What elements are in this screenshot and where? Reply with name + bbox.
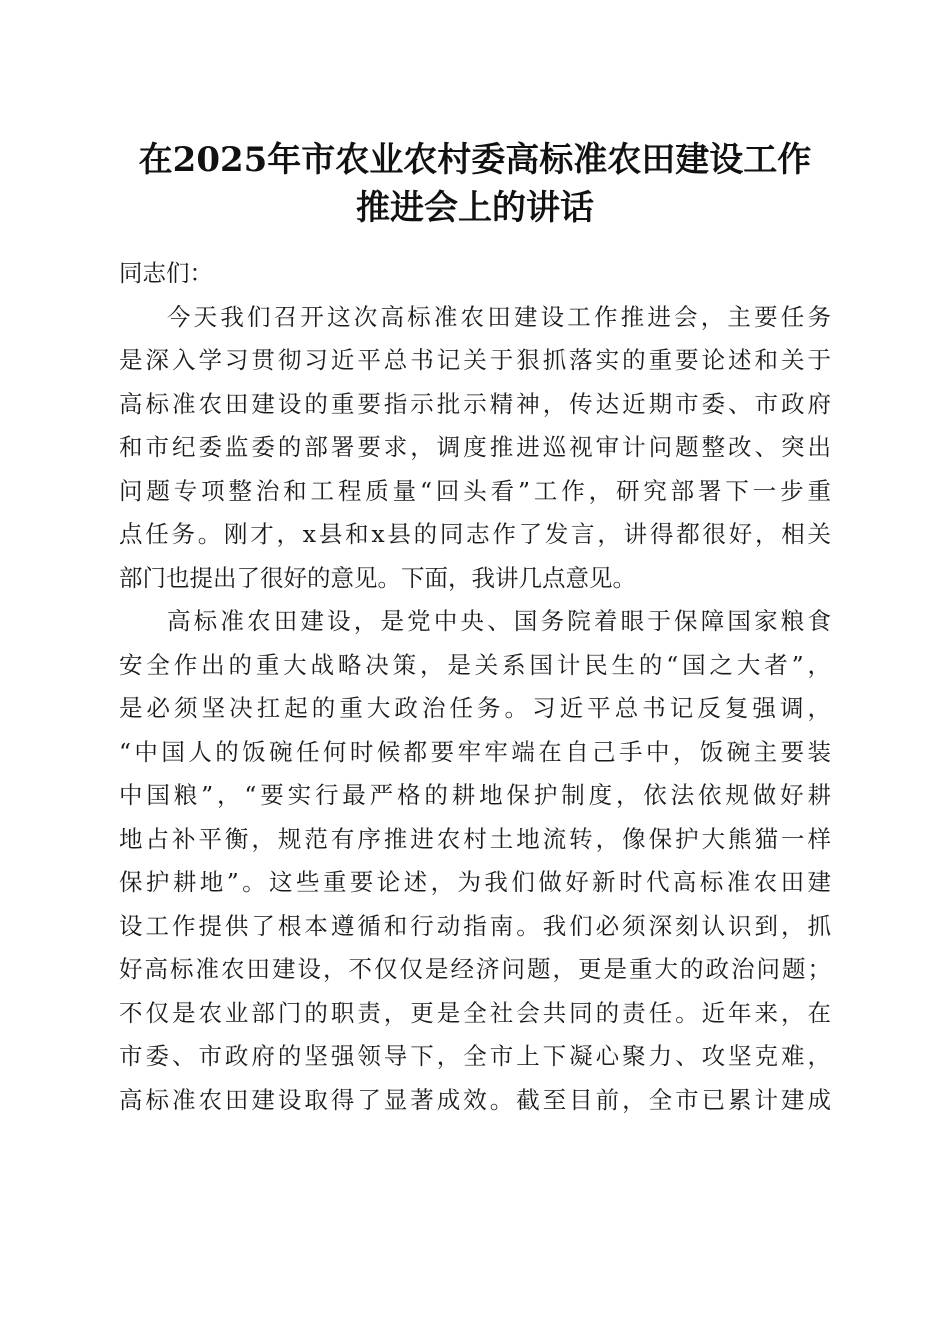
paragraph-1	[119, 296, 831, 601]
paragraph-line: 市委、市政府的坚强领导下，全市上下凝心聚力、攻坚克难，	[119, 1042, 831, 1070]
paragraph-line: 高标准农田建设的重要指示批示精神，传达近期市委、市政府	[119, 389, 831, 418]
title-line-2: 推进会上的讲话	[356, 188, 594, 228]
paragraph-line: 中国粮”，“要实行最严格的耕地保护制度，依法依规做好耕	[119, 781, 831, 809]
paragraph-line: 是深入学习贯彻习近平总书记关于狠抓落实的重要论述和关于	[119, 346, 831, 374]
document-title	[100, 136, 850, 232]
paragraph-2	[119, 600, 831, 1122]
title-line-1: 在2025年市农业农村委高标准农田建设工作	[138, 140, 812, 180]
paragraph-line: 设工作提供了根本遵循和行动指南。我们必须深刻认识到，抓	[119, 911, 831, 940]
paragraph-line: 高标准农田建设，是党中央、国务院着眼于保障国家粮食	[167, 607, 831, 635]
paragraph-line: 和市纪委监委的部署要求，调度推进巡视审计问题整改、突出	[119, 433, 831, 461]
paragraph-line: 高标准农田建设取得了显著成效。截至目前，全市已累计建成	[119, 1085, 831, 1114]
document-body	[119, 252, 831, 1122]
paragraph-line: 保护耕地”。这些重要论述，为我们做好新时代高标准农田建	[119, 868, 831, 896]
paragraph-line: 不仅是农业部门的职责，更是全社会共同的责任。近年来，在	[119, 998, 831, 1027]
paragraph-line: 点任务。刚才，x县和x县的同志作了发言，讲得都很好，相关	[119, 520, 831, 548]
paragraph-line: 安全作出的重大战略决策，是关系国计民生的“国之大者”，	[119, 650, 831, 679]
salutation: 同志们：	[119, 259, 213, 287]
paragraph-line: 部门也提出了很好的意见。下面，我讲几点意见。	[119, 563, 636, 592]
paragraph-line: 地占补平衡，规范有序推进农村土地流转，像保护大熊猫一样	[119, 824, 831, 853]
paragraph-line: 是必须坚决扛起的重大政治任务。习近平总书记反复强调，	[119, 694, 831, 722]
paragraph-line: 好高标准农田建设，不仅仅是经济问题，更是重大的政治问题；	[119, 955, 831, 983]
paragraph-line: 今天我们召开这次高标准农田建设工作推进会，主要任务	[167, 302, 831, 331]
paragraph-line: 问题专项整治和工程质量“回头看”工作，研究部署下一步重	[119, 476, 831, 505]
paragraph-line: “中国人的饭碗任何时候都要牢牢端在自己手中，饭碗主要装	[119, 737, 831, 766]
